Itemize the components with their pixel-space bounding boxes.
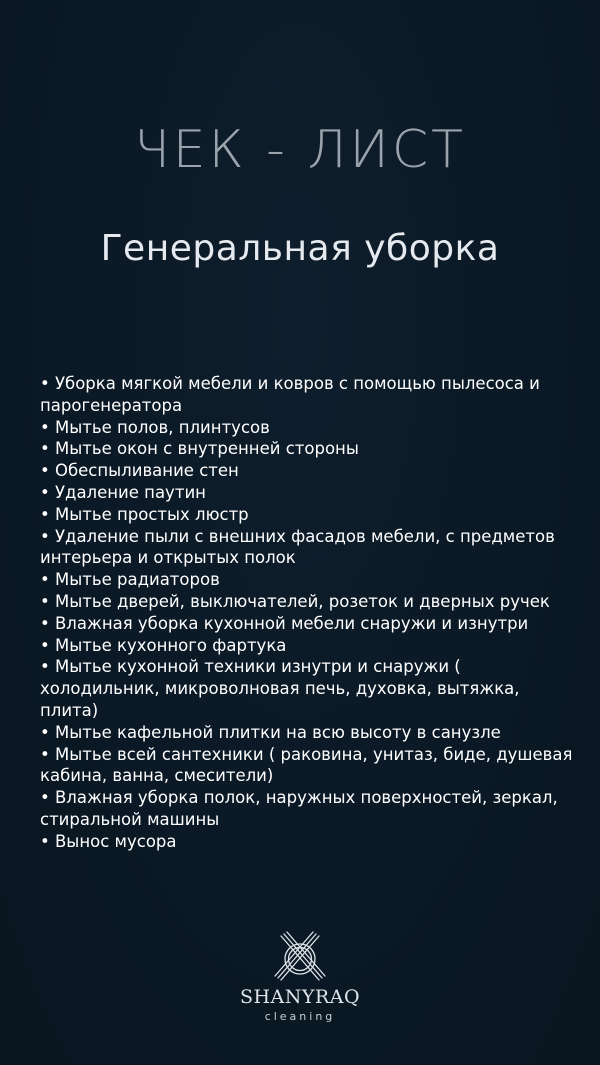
bullet: • (40, 570, 50, 590)
list-item (40, 504, 575, 526)
list-item-text: Обеспыливание стен (54, 461, 239, 481)
bullet: • (40, 722, 50, 742)
list-item (40, 591, 575, 613)
list-item-text: Мытье кухонной техники изнутри и снаружи ( холодильник, микроволновая печь, духовка, вытяжка, плита) (40, 657, 520, 720)
list-item-text: Мытье кафельной плитки на всю высоту в санузле (54, 722, 501, 742)
list-item-text: Влажная уборка кухонной мебели снаружи и изнутри (54, 613, 529, 633)
bullet: • (40, 482, 50, 502)
list-item-text: Мытье кухонного фартука (54, 635, 287, 655)
list-item-text: Вынос мусора (54, 831, 177, 851)
list-item-text: Влажная уборка полок, наружных поверхностей, зеркал, стиральной машины (40, 788, 558, 829)
bullet: • (40, 744, 50, 764)
list-item-text: Мытье радиаторов (54, 570, 220, 590)
bullet: • (40, 788, 50, 808)
list-item (40, 482, 575, 504)
bullet: • (40, 439, 50, 459)
list-item-text: Мытье полов, плинтусов (54, 417, 270, 437)
list-item (40, 417, 575, 439)
list-item (40, 373, 575, 417)
list-item-text: Мытье дверей, выключателей, розеток и дверных ручек (54, 591, 550, 611)
list-item-text: Мытье простых люстр (54, 504, 249, 524)
list-item-text: Мытье всей сантехники ( раковина, унитаз, биде, душевая кабина, ванна, смесители) (40, 744, 573, 786)
bullet: • (40, 417, 50, 437)
list-item (40, 744, 575, 788)
bullet: • (40, 635, 50, 655)
list-item (40, 831, 575, 853)
page-title: ЧЕК - ЛИСТ (134, 120, 466, 180)
list-item (40, 526, 575, 570)
list-item (40, 613, 575, 635)
checklist (40, 373, 575, 853)
bullet: • (40, 461, 50, 481)
bullet: • (40, 374, 50, 393)
bullet: • (40, 613, 50, 633)
bullet: • (40, 504, 50, 524)
shanyraq-icon (269, 926, 331, 988)
page-subtitle: Генеральная уборка (100, 228, 500, 269)
list-item-text: Удаление паутин (54, 482, 206, 502)
bullet: • (40, 591, 50, 611)
list-item-text: Удаление пыли с внешних фасадов мебели, с предметов интерьера и открытых полок (40, 526, 555, 568)
list-item (40, 787, 575, 831)
list-item (40, 722, 575, 744)
list-item (40, 656, 575, 721)
bullet: • (40, 526, 50, 546)
list-item-text: Уборка мягкой мебели и ковров с помощью пылесоса и парогенератора (40, 374, 540, 415)
list-item (40, 438, 575, 460)
brand-logo (0, 926, 600, 1024)
list-item (40, 460, 575, 482)
brand-name: SHANYRAQ (239, 986, 361, 1008)
bullet: • (40, 831, 50, 851)
brand-tagline: cleaning (264, 1010, 336, 1023)
list-item (40, 569, 575, 591)
bullet: • (40, 657, 50, 677)
list-item-text: Мытье окон с внутренней стороны (54, 439, 359, 459)
list-item (40, 635, 575, 657)
